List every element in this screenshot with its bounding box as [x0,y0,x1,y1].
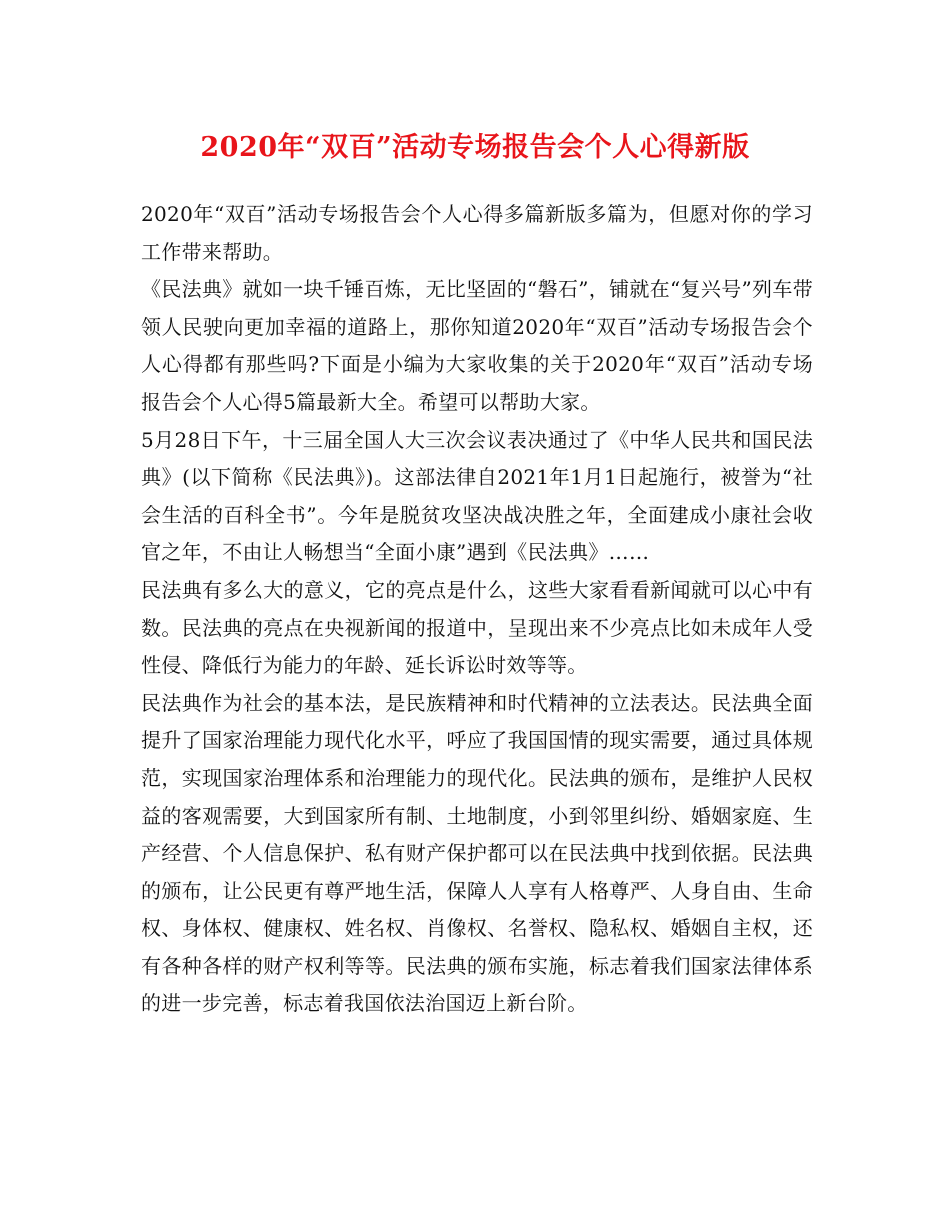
paragraph-intro: 2020年“双百”活动专场报告会个人心得多篇新版多篇为，但愿对你的学习工作带来帮助。 [141,202,813,264]
paragraph-highlights: 民法典有多么大的意义，它的亮点是什么，这些大家看看新闻就可以心中有数。民法典的亮点在央视新闻的报道中，呈现出来不少亮点比如未成年人受性侵、降低行为能力的年龄、延长诉讼时效等等。 [141,577,813,678]
document-body [141,196,813,1023]
paragraph-may-28: 5月28日下午，十三届全国人大三次会议表决通过了《中华人民共和国民法典》(以下简称《民法典》)。这部法律自2021年1月1日起施行，被誉为“社会生活的百科全书”。今年是脱贫攻坚决战决胜之年，全面建成小康社会收官之年，不由让人畅想当“全面小康”遇到《民法典》…… [141,427,813,565]
paragraph-civil-code-summary: 《民法典》就如一块千锤百炼，无比坚固的“磐石”，铺就在“复兴号”列车带领人民驶向更加幸福的道路上，那你知道2020年“双百”活动专场报告会个人心得都有那些吗?下面是小编为大家收集的关于2020年“双百”活动专场报告会个人心得5篇最新大全。希望可以帮助大家。 [141,277,813,414]
paragraph-significance: 民法典作为社会的基本法，是民族精神和时代精神的立法表达。民法典全面提升了国家治理能力现代化水平，呼应了我国国情的现实需要，通过具体规范，实现国家治理体系和治理能力的现代化。民法典的颁布，是维护人民权益的客观需要，大到国家所有制、土地制度，小到邻里纠纷、婚姻家庭、生产经营、个人信息保护、私有财产保护都可以在民法典中找到依据。民法典的颁布，让公民更有尊严地生活，保障人人享有人格尊严、人身自由、生命权、身体权、健康权、姓名权、肖像权、名誉权、隐私权、婚姻自主权，还有各种各样的财产权利等等。民法典的颁布实施，标志着我们国家法律体系的进一步完善，标志着我国依法治国迈上新台阶。 [141,690,813,1016]
document-title: 2020年“双百”活动专场报告会个人心得新版 [200,132,750,163]
